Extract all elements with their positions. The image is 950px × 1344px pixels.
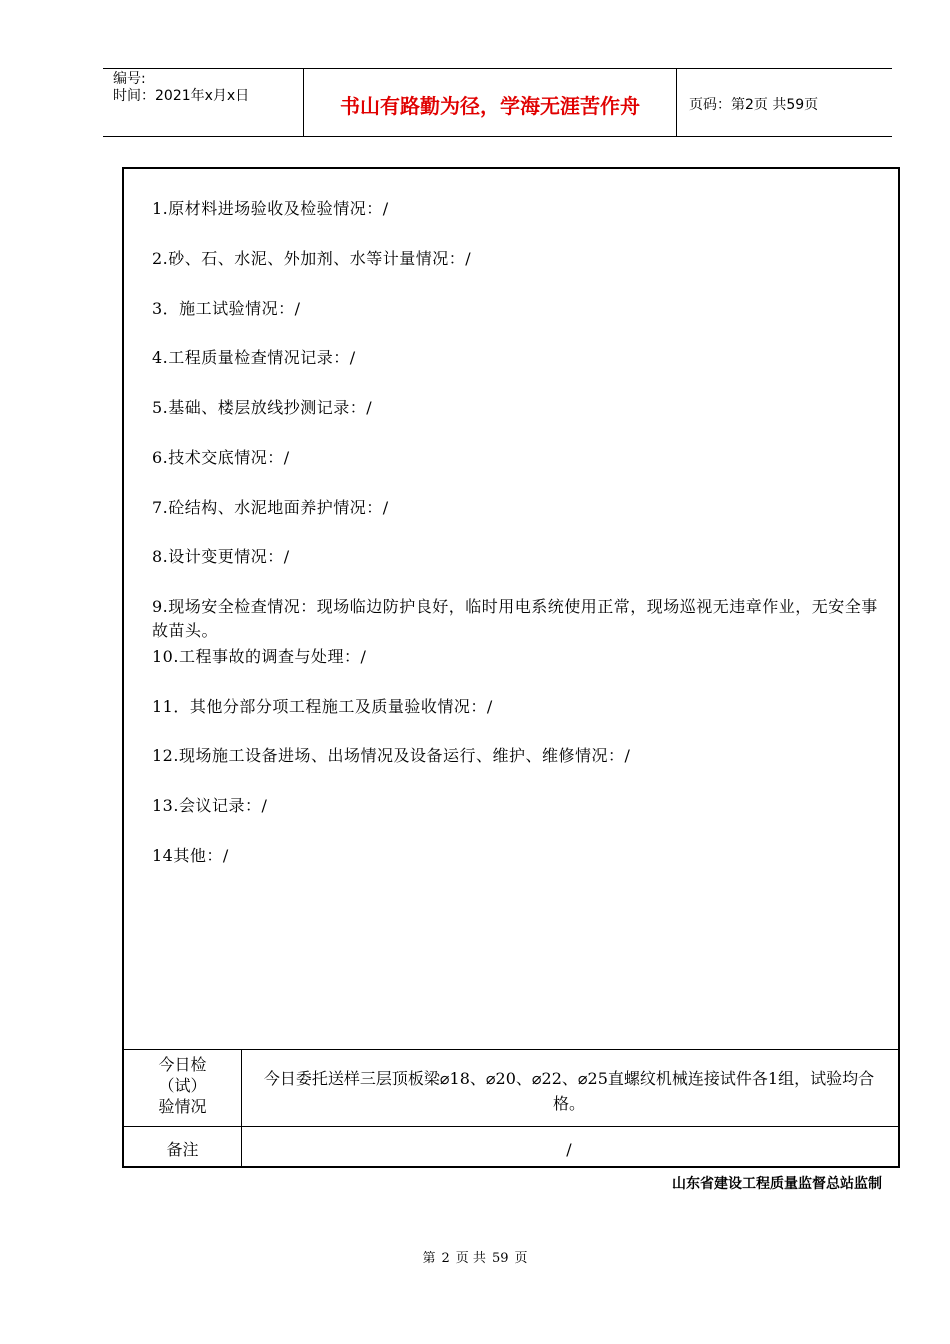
item-4: 4.工程质量检查情况记录：/ — [152, 348, 356, 367]
page-indicator: 页码：第2页 共59页 — [689, 97, 819, 113]
inspection-text: 今日委托送样三层顶板梁⌀18、⌀20、⌀22、⌀25直螺纹机械连接试件各1组，试验均合格。 — [263, 1069, 875, 1113]
item-10: 10.工程事故的调查与处理：/ — [152, 647, 367, 666]
label-column-divider — [241, 1049, 242, 1166]
item-11: 11．其他分部分项工程施工及质量验收情况：/ — [152, 697, 493, 716]
page-prefix: 第 — [422, 1251, 436, 1266]
motto-text: 书山有路勤为径，学海无涯苦作舟 — [340, 94, 640, 118]
page-number-footer — [0, 1247, 950, 1266]
inspection-label-line1: 今日检 — [158, 1055, 207, 1074]
inspection-label-line3: 验情况 — [158, 1097, 207, 1116]
page-current: 2 — [441, 1251, 450, 1266]
item-3: 3．施工试验情况：/ — [152, 299, 301, 318]
document-header — [103, 68, 892, 137]
remarks-label: 备注 — [166, 1140, 199, 1159]
inspection-label-line2: （试） — [158, 1076, 207, 1095]
page-total: 59 — [491, 1251, 509, 1266]
item-6: 6.技术交底情况：/ — [152, 448, 290, 467]
header-middle-cell — [303, 69, 677, 136]
item-9 — [152, 595, 892, 643]
item-8: 8.设计变更情况：/ — [152, 547, 290, 566]
item-7: 7.砼结构、水泥地面养护情况：/ — [152, 498, 389, 517]
inspection-label — [124, 1054, 241, 1117]
item-13: 13.会议记录：/ — [152, 796, 268, 815]
remarks-value: / — [566, 1140, 572, 1159]
header-left-cell — [103, 69, 303, 136]
item-9-text: 9.现场安全检查情况：现场临边防护良好，临时用电系统使用正常，现场巡视无违章作业，无安全事故苗头。 — [152, 597, 878, 640]
header-right-cell — [677, 69, 892, 136]
item-12: 12.现场施工设备进场、出场情况及设备运行、维护、维修情况：/ — [152, 746, 631, 765]
item-5: 5.基础、楼层放线抄测记录：/ — [152, 398, 373, 417]
log-form — [122, 167, 900, 1168]
item-2: 2.砂、石、水泥、外加剂、水等计量情况：/ — [152, 249, 472, 268]
code-label: 编号: — [113, 71, 146, 87]
item-14: 14其他：/ — [152, 846, 229, 865]
time-text: 时间：2021年x月x日 — [113, 88, 250, 104]
issuing-organization: 山东省建设工程质量监督总站监制 — [672, 1176, 882, 1192]
page-suffix: 页 — [514, 1251, 528, 1266]
page-middle: 页 共 — [455, 1251, 486, 1266]
item-1: 1.原材料进场验收及检验情况：/ — [152, 199, 389, 218]
